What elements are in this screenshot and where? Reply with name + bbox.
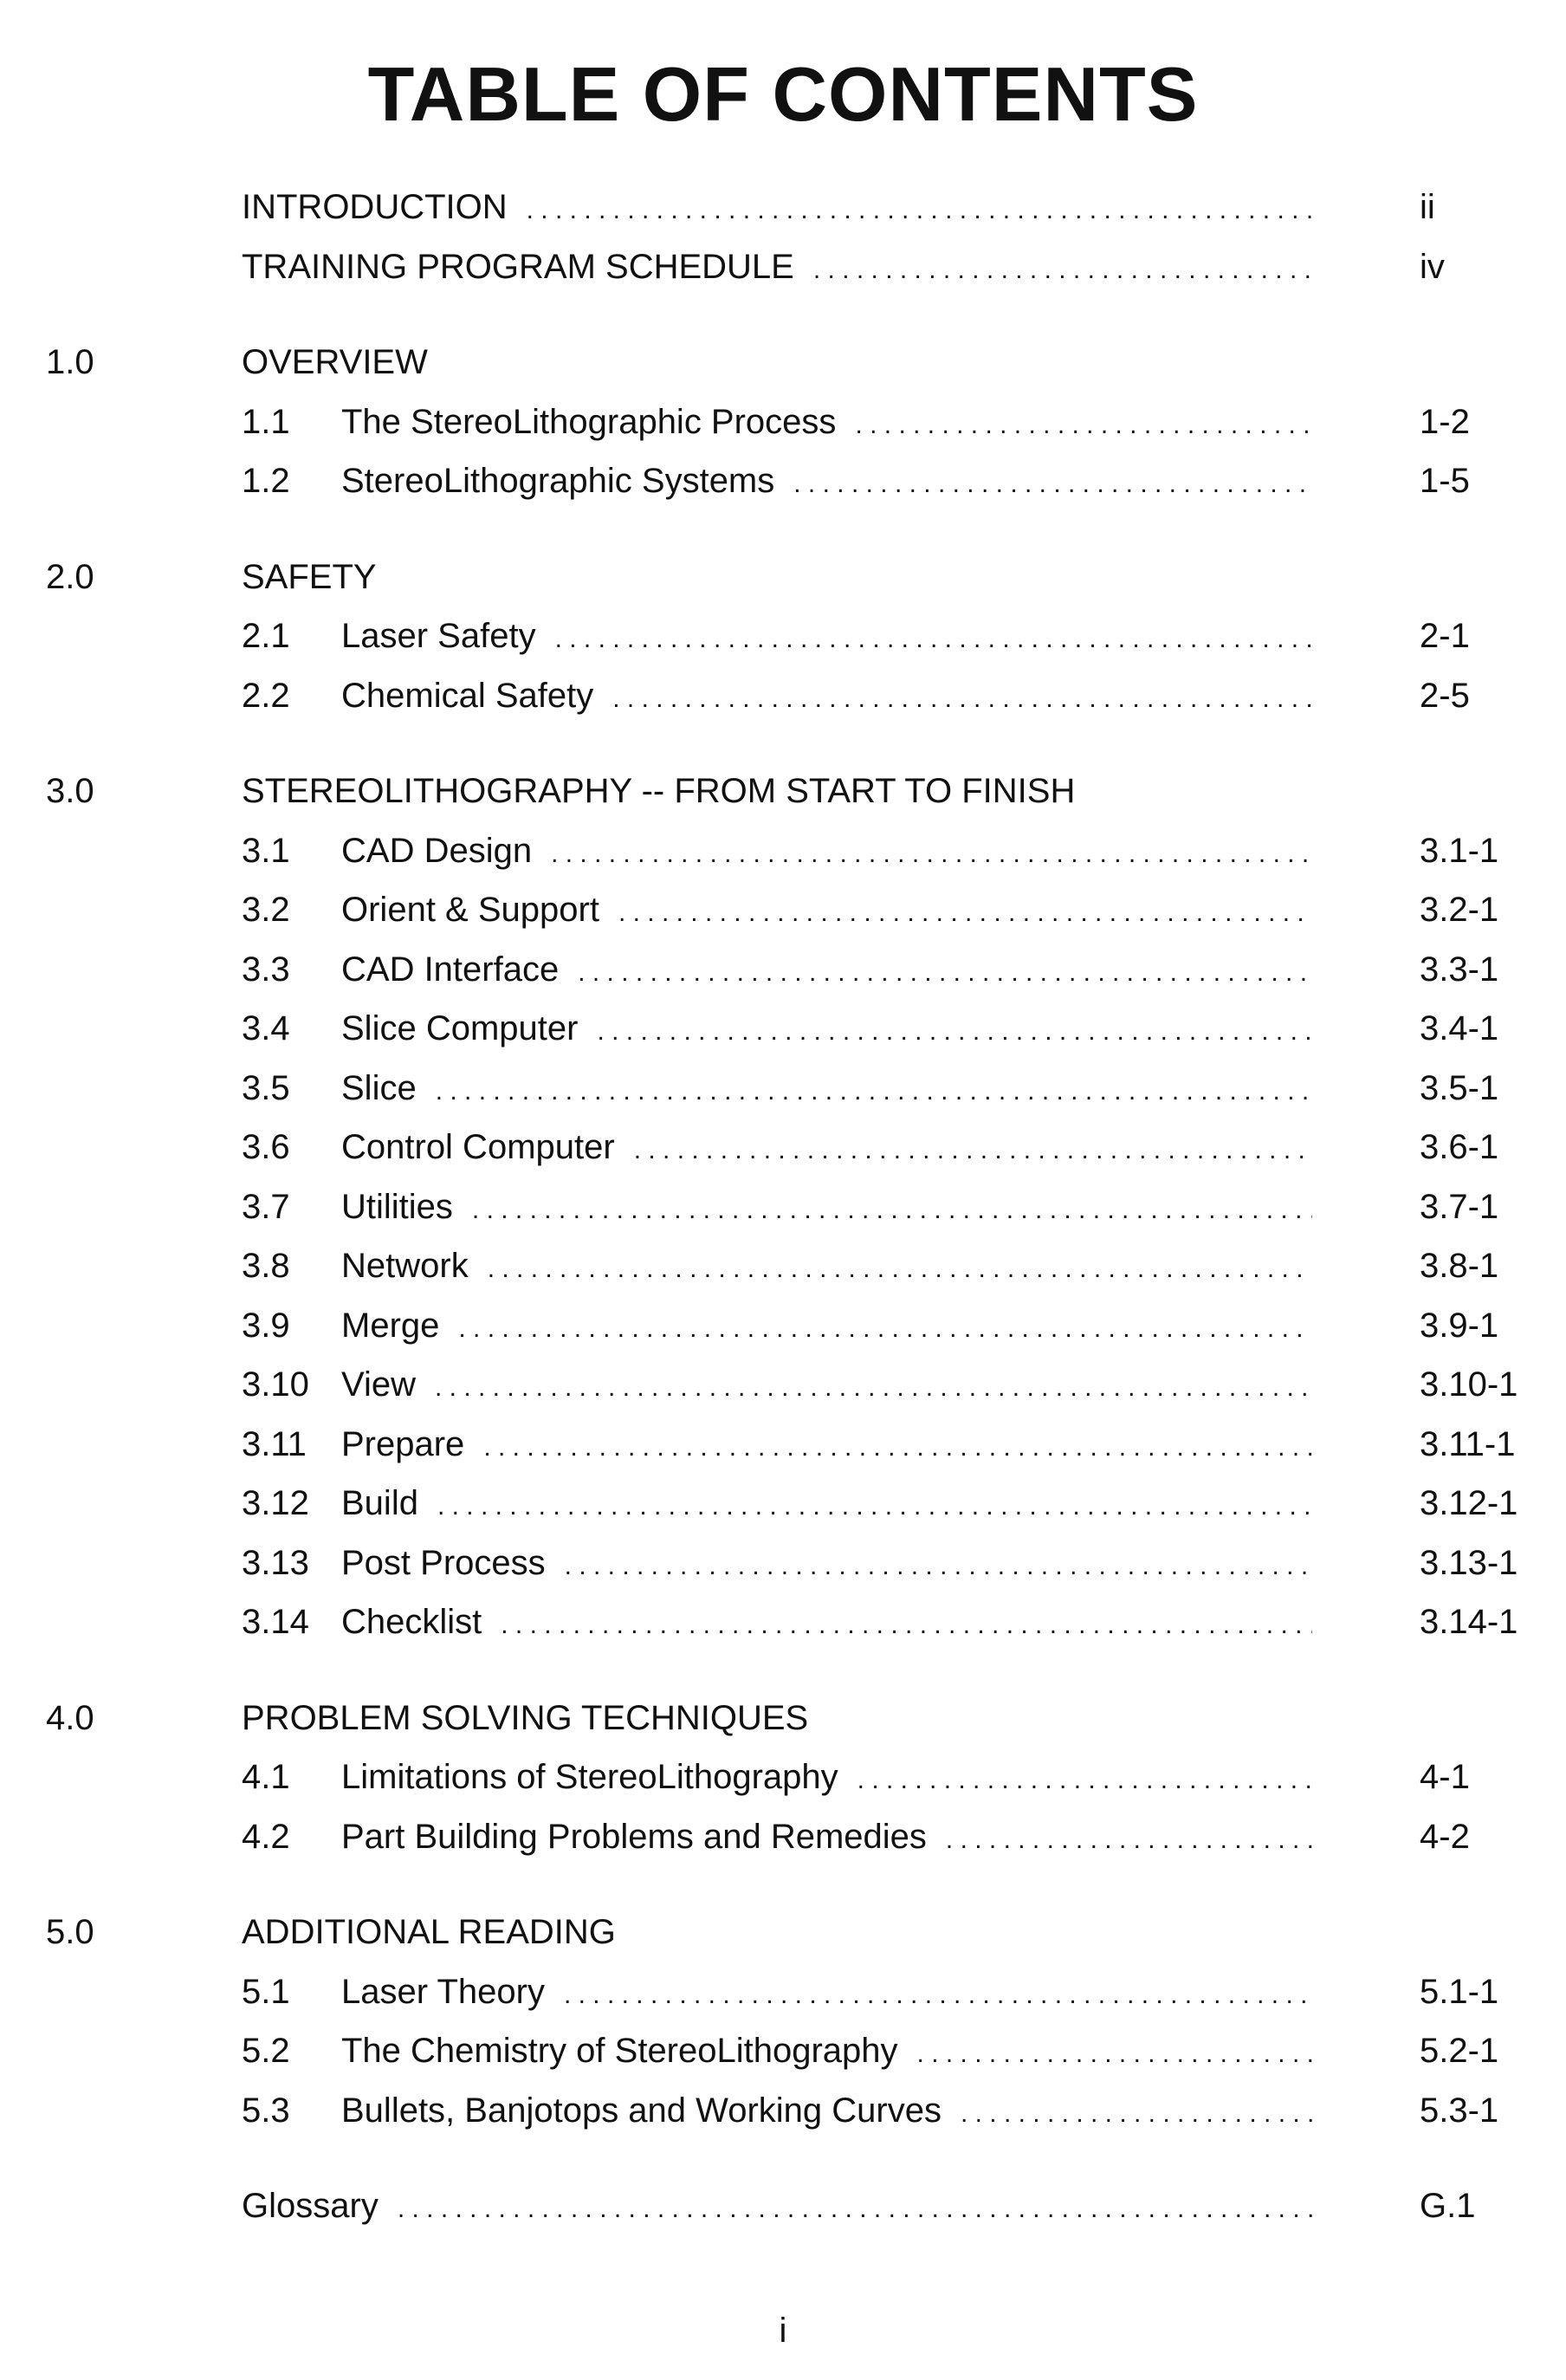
entry-page-number[interactable]: 3.5-1 (1420, 1063, 1498, 1113)
entry-title[interactable]: Laser Theory (341, 1967, 545, 2017)
subsection-number: 3.10 (242, 1359, 309, 1410)
entry-title[interactable]: INTRODUCTION (242, 182, 508, 232)
toc-entry[interactable] (0, 671, 1566, 730)
entry-title[interactable]: View (341, 1359, 416, 1410)
section-number: 3.0 (46, 766, 94, 816)
dot-leader (472, 1185, 1312, 1235)
toc-entry[interactable] (0, 1419, 1566, 1479)
subsection-number: 4.1 (242, 1752, 290, 1802)
section-number: 2.0 (46, 552, 94, 602)
subsection-number: 1.2 (242, 456, 290, 506)
section-title: OVERVIEW (242, 337, 428, 387)
entry-title[interactable]: Slice Computer (341, 1003, 578, 1054)
toc-entry[interactable] (0, 1478, 1566, 1538)
section-title-line (242, 552, 1312, 602)
entry-title-line (341, 397, 1312, 451)
dot-leader (946, 1815, 1312, 1865)
section-title: STEREOLITHOGRAPHY -- FROM START TO FINISH (242, 766, 1075, 816)
dot-leader (398, 2184, 1312, 2234)
toc-entry[interactable] (0, 397, 1566, 457)
entry-page-number[interactable]: 2-5 (1420, 671, 1470, 721)
dot-leader (488, 1244, 1312, 1294)
dot-leader (483, 1423, 1312, 1473)
section-title-line (242, 1907, 1312, 1957)
entry-page-number[interactable]: 2-1 (1420, 611, 1470, 661)
toc-entry[interactable] (0, 1538, 1566, 1598)
entry-title[interactable]: Part Building Problems and Remedies (341, 1812, 927, 1862)
dot-leader (578, 948, 1312, 998)
section-title: SAFETY (242, 552, 377, 602)
entry-title-line (341, 1419, 1312, 1473)
toc-entry[interactable] (0, 766, 1566, 826)
entry-title[interactable]: Network (341, 1241, 469, 1291)
toc-entry[interactable] (0, 1241, 1566, 1300)
subsection-number: 5.2 (242, 2026, 290, 2076)
entry-page-number[interactable]: 3.6-1 (1420, 1122, 1498, 1172)
dot-leader (813, 245, 1312, 295)
section-number: 5.0 (46, 1907, 94, 1957)
dot-leader (565, 1541, 1312, 1592)
entry-title[interactable]: CAD Interface (341, 944, 559, 995)
page-title: TABLE OF CONTENTS (0, 50, 1566, 139)
entry-title[interactable]: StereoLithographic Systems (341, 456, 774, 506)
subsection-number: 5.3 (242, 2085, 290, 2136)
toc-entry[interactable] (0, 1967, 1566, 2027)
entry-page-number[interactable]: 4-1 (1420, 1752, 1470, 1802)
entry-title[interactable]: The Chemistry of StereoLithography (341, 2026, 898, 2076)
toc-entry[interactable] (0, 337, 1566, 397)
entry-page-number[interactable]: 3.2-1 (1420, 885, 1498, 935)
section-number: 1.0 (46, 337, 94, 387)
entry-title-line (242, 182, 1312, 236)
toc-entry[interactable] (0, 552, 1566, 612)
entry-title[interactable]: Bullets, Banjotops and Working Curves (341, 2085, 942, 2136)
entry-title-line (341, 2085, 1312, 2139)
toc-entry[interactable] (0, 1122, 1566, 1182)
dot-leader (458, 1304, 1312, 1354)
dot-leader (555, 614, 1312, 665)
dot-leader (551, 829, 1312, 879)
subsection-number: 3.6 (242, 1122, 290, 1172)
entry-title-line (341, 1812, 1312, 1865)
dot-leader (618, 888, 1312, 938)
toc-entry[interactable] (0, 1300, 1566, 1360)
entry-title[interactable]: Slice (341, 1063, 417, 1113)
entry-title[interactable]: Post Process (341, 1538, 546, 1588)
subsection-number: 1.1 (242, 397, 290, 447)
subsection-number: 3.11 (242, 1419, 307, 1469)
entry-title-line (341, 885, 1312, 938)
entry-title[interactable]: CAD Design (341, 826, 532, 876)
dot-leader (917, 2029, 1312, 2079)
toc-entry[interactable] (0, 1597, 1566, 1657)
entry-title[interactable]: The StereoLithographic Process (341, 397, 836, 447)
dot-leader (437, 1482, 1312, 1532)
entry-page-number[interactable]: 3.14-1 (1420, 1597, 1517, 1647)
entry-title-line (341, 1241, 1312, 1294)
entry-page-number[interactable]: iv (1420, 242, 1445, 292)
entry-title[interactable]: Build (341, 1478, 418, 1528)
entry-title[interactable]: Glossary (242, 2181, 379, 2231)
subsection-number: 3.12 (242, 1478, 309, 1528)
subsection-number: 3.7 (242, 1182, 290, 1232)
section-title-line (242, 1693, 1312, 1743)
toc-entry[interactable] (0, 1182, 1566, 1242)
entry-page-number[interactable]: 3.7-1 (1420, 1182, 1498, 1232)
section-title-line (242, 337, 1312, 387)
dot-leader (527, 185, 1312, 236)
toc-entry[interactable] (0, 611, 1566, 671)
subsection-number: 3.2 (242, 885, 290, 935)
entry-page-number[interactable]: ii (1420, 182, 1435, 232)
subsection-number: 3.13 (242, 1538, 309, 1588)
entry-title[interactable]: Limitations of StereoLithography (341, 1752, 838, 1802)
entry-title-line (341, 1122, 1312, 1176)
entry-title-line (341, 611, 1312, 665)
page-number: i (0, 2312, 1566, 2351)
entry-title-line (341, 944, 1312, 998)
subsection-number: 4.2 (242, 1812, 290, 1862)
dot-leader (435, 1363, 1312, 1413)
entry-title[interactable]: Orient & Support (341, 885, 599, 935)
entry-page-number[interactable]: 1-2 (1420, 397, 1470, 447)
entry-page-number[interactable]: 3.4-1 (1420, 1003, 1498, 1054)
dot-leader (855, 400, 1312, 451)
entry-title[interactable]: Merge (341, 1300, 439, 1351)
entry-title-line (341, 826, 1312, 879)
entry-title[interactable]: Laser Safety (341, 611, 536, 661)
table-of-contents (0, 182, 1566, 2241)
entry-title-line (242, 242, 1312, 295)
toc-entry[interactable] (0, 1003, 1566, 1063)
entry-title[interactable]: Checklist (341, 1597, 482, 1647)
dot-leader (634, 1125, 1312, 1176)
dot-leader (436, 1067, 1312, 1117)
dot-leader (961, 2089, 1312, 2139)
toc-entry[interactable] (0, 2085, 1566, 2145)
section-title-line (242, 766, 1312, 816)
entry-title[interactable]: TRAINING PROGRAM SCHEDULE (242, 242, 794, 292)
entry-title-line (341, 456, 1312, 509)
entry-title-line (341, 2026, 1312, 2079)
entry-page-number[interactable]: 3.12-1 (1420, 1478, 1517, 1528)
toc-entry[interactable] (0, 826, 1566, 885)
entry-page-number[interactable]: 5.2-1 (1420, 2026, 1498, 2076)
dot-leader (793, 459, 1312, 509)
toc-entry[interactable] (0, 1812, 1566, 1871)
entry-page-number[interactable]: 3.1-1 (1420, 826, 1498, 876)
entry-title-line (341, 1538, 1312, 1592)
subsection-number: 3.14 (242, 1597, 309, 1647)
entry-title-line (341, 1967, 1312, 2020)
entry-title-line (341, 1752, 1312, 1806)
subsection-number: 3.4 (242, 1003, 290, 1054)
subsection-number: 3.9 (242, 1300, 290, 1351)
toc-entry[interactable] (0, 1752, 1566, 1812)
toc-entry[interactable] (0, 1907, 1566, 1967)
toc-entry[interactable] (0, 2181, 1566, 2241)
entry-title-line (341, 1003, 1312, 1057)
entry-title-line (341, 1478, 1312, 1532)
entry-page-number[interactable]: 3.8-1 (1420, 1241, 1498, 1291)
subsection-number: 2.1 (242, 611, 290, 661)
dot-leader (564, 1970, 1312, 2020)
dot-leader (612, 674, 1312, 724)
toc-entry[interactable] (0, 182, 1566, 242)
dot-leader (857, 1755, 1312, 1806)
section-number: 4.0 (46, 1693, 94, 1743)
section-title: PROBLEM SOLVING TECHNIQUES (242, 1693, 808, 1743)
entry-title[interactable]: Prepare (341, 1419, 464, 1469)
toc-entry[interactable] (0, 1693, 1566, 1753)
entry-title-line (341, 1063, 1312, 1117)
subsection-number: 3.5 (242, 1063, 290, 1113)
toc-entry[interactable] (0, 242, 1566, 302)
entry-page-number[interactable]: 3.13-1 (1420, 1538, 1517, 1588)
toc-entry[interactable] (0, 1359, 1566, 1419)
entry-title-line (341, 1597, 1312, 1650)
entry-page-number[interactable]: 4-2 (1420, 1812, 1470, 1862)
entry-page-number[interactable]: 1-5 (1420, 456, 1470, 506)
entry-title-line (341, 1300, 1312, 1354)
subsection-number: 3.3 (242, 944, 290, 995)
entry-title-line (242, 2181, 1312, 2234)
entry-title[interactable]: Control Computer (341, 1122, 615, 1172)
subsection-number: 3.8 (242, 1241, 290, 1291)
subsection-number: 3.1 (242, 826, 290, 876)
entry-page-number[interactable]: 3.10-1 (1420, 1359, 1517, 1410)
entry-title-line (341, 1182, 1312, 1235)
toc-entry[interactable] (0, 885, 1566, 944)
entry-page-number[interactable]: 5.3-1 (1420, 2085, 1498, 2136)
entry-page-number[interactable]: 3.3-1 (1420, 944, 1498, 995)
entry-page-number[interactable]: 3.9-1 (1420, 1300, 1498, 1351)
entry-page-number[interactable]: 3.11-1 (1420, 1419, 1515, 1469)
entry-title-line (341, 671, 1312, 724)
entry-page-number[interactable]: 5.1-1 (1420, 1967, 1498, 2017)
toc-entry[interactable] (0, 456, 1566, 516)
entry-title[interactable]: Chemical Safety (341, 671, 593, 721)
subsection-number: 2.2 (242, 671, 290, 721)
dot-leader (597, 1007, 1312, 1057)
section-title: ADDITIONAL READING (242, 1907, 616, 1957)
toc-entry[interactable] (0, 944, 1566, 1004)
entry-page-number[interactable]: G.1 (1420, 2181, 1475, 2231)
entry-title-line (341, 1359, 1312, 1413)
toc-entry[interactable] (0, 2026, 1566, 2085)
entry-title[interactable]: Utilities (341, 1182, 453, 1232)
dot-leader (501, 1600, 1312, 1650)
toc-entry[interactable] (0, 1063, 1566, 1123)
subsection-number: 5.1 (242, 1967, 290, 2017)
